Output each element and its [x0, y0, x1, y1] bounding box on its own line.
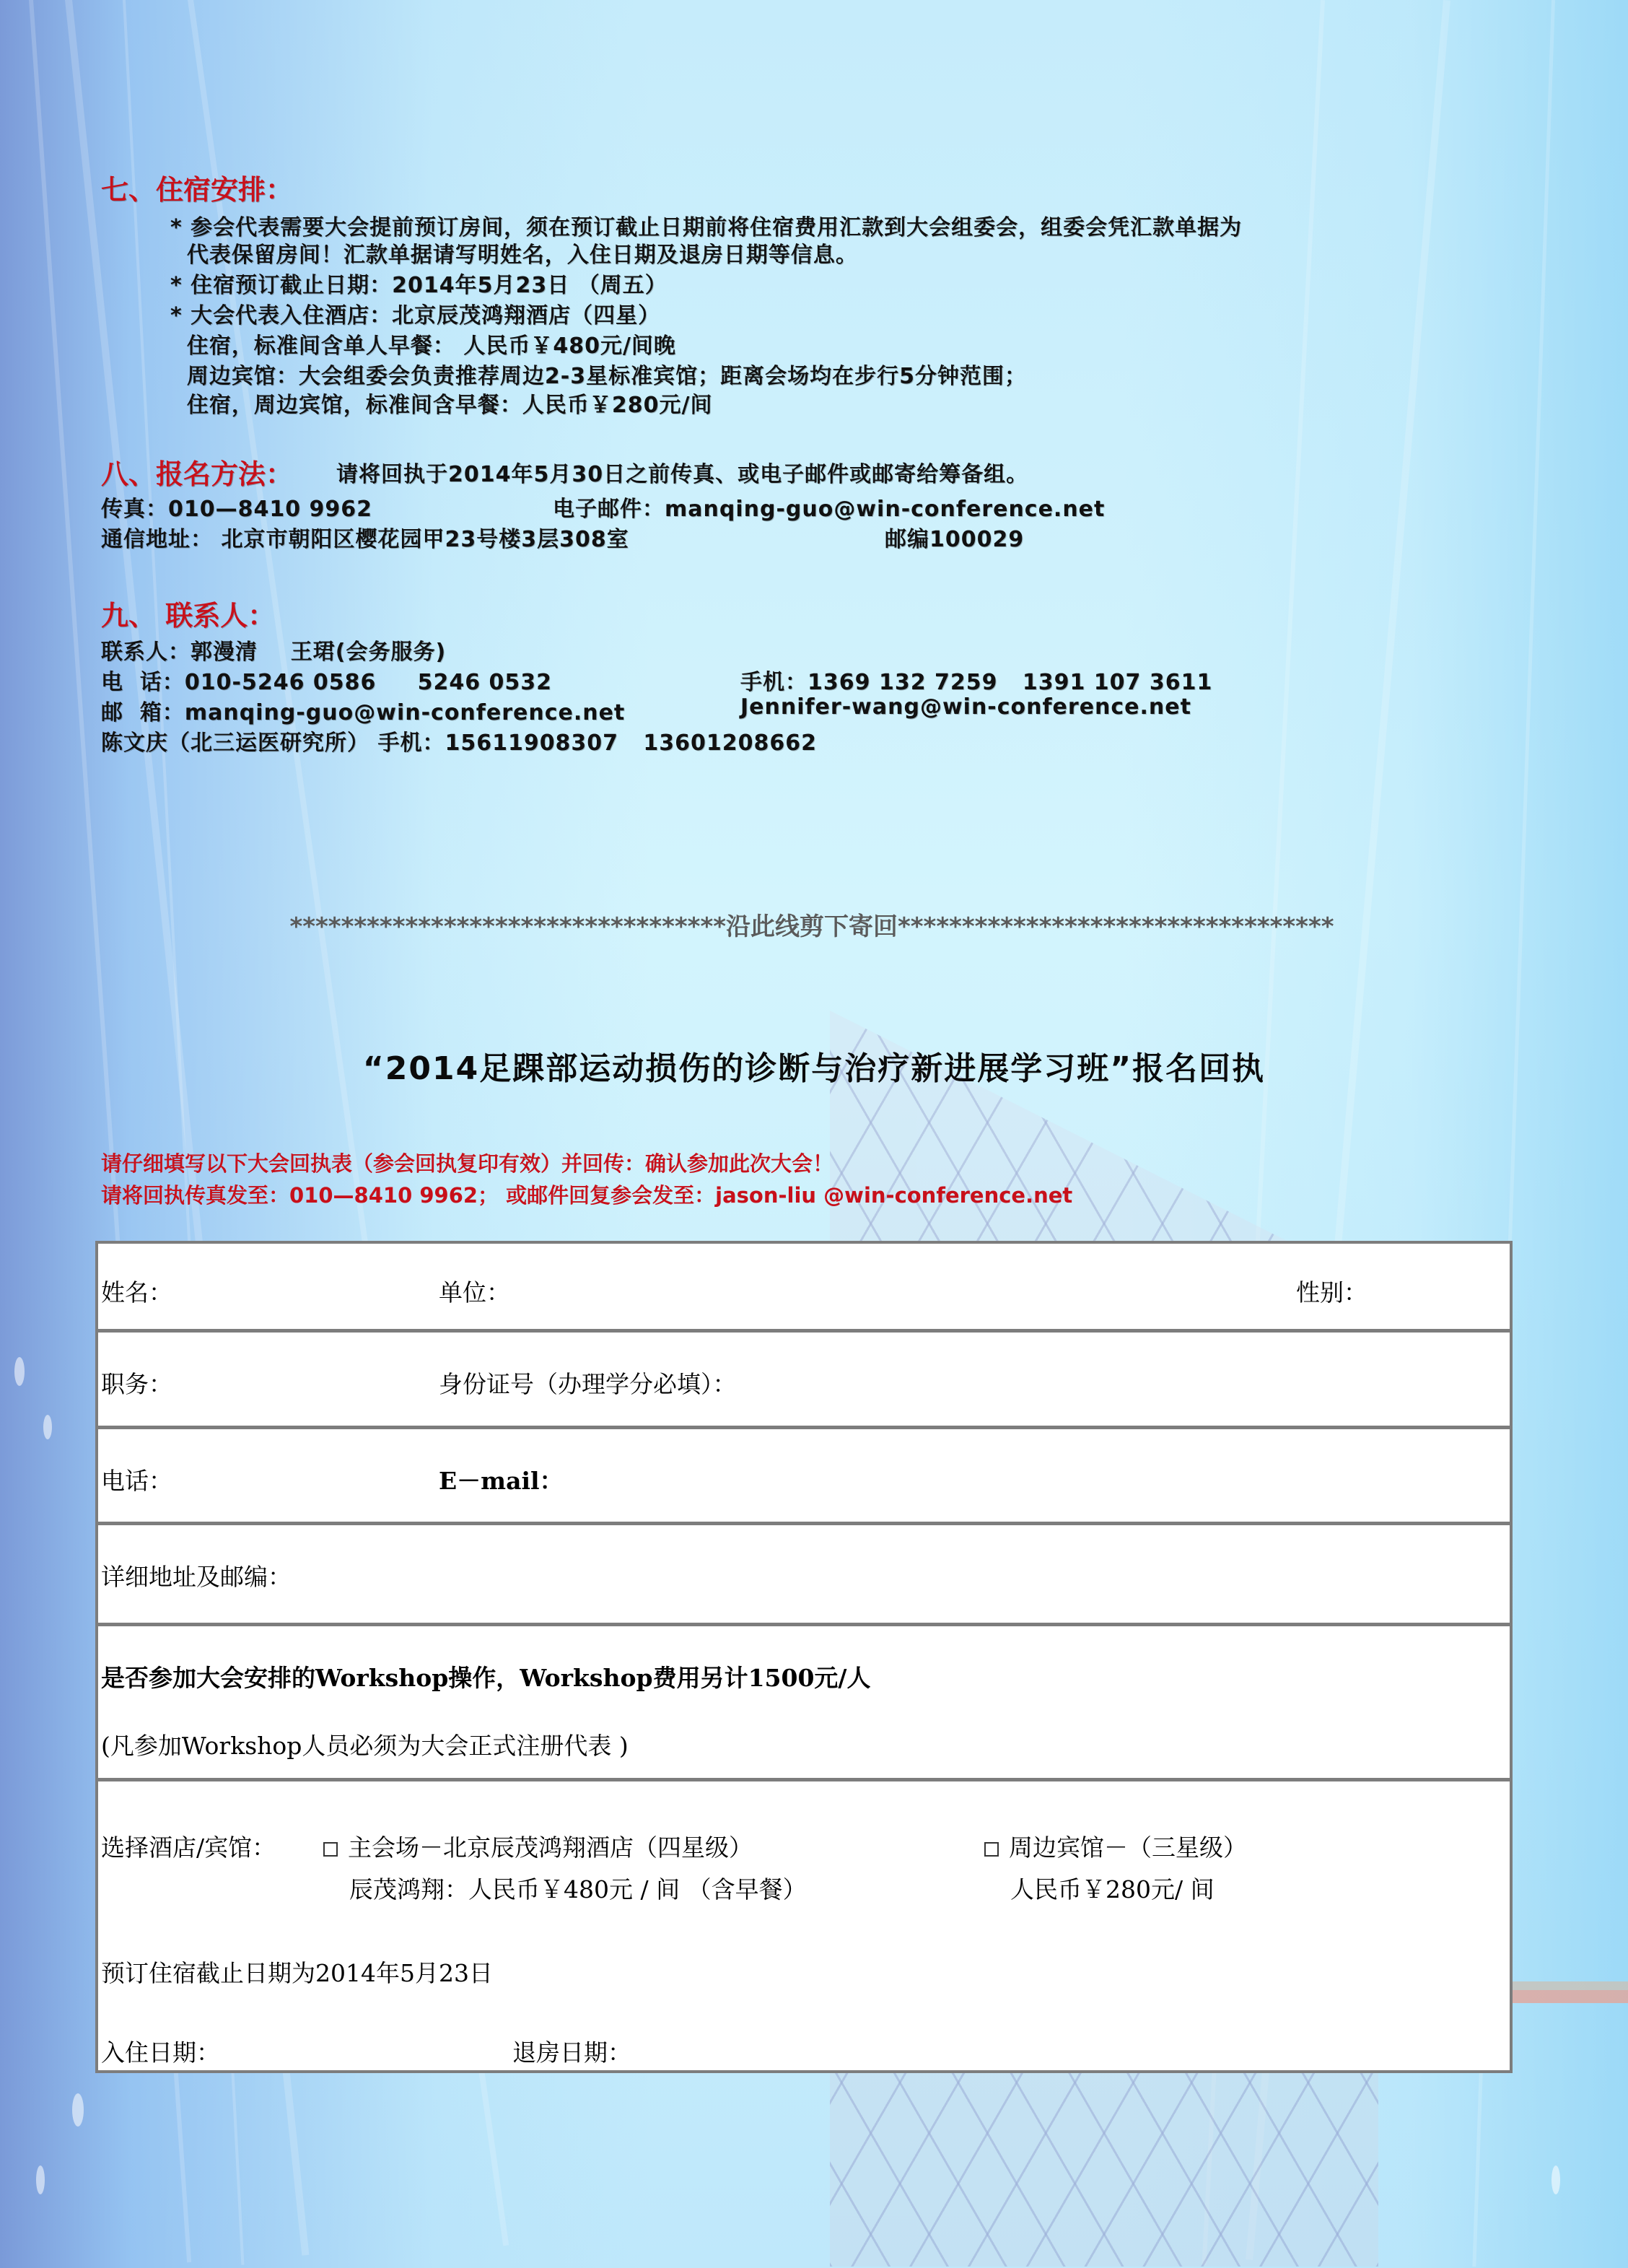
workshop-question[interactable]: 是否参加大会安排的Workshop操作，Workshop费用另计1500元/人: [101, 1664, 871, 1692]
form-row-address: [98, 1525, 1510, 1626]
checkbox-nearby-hotel[interactable]: [984, 1842, 999, 1857]
workshop-note: (凡参加Workshop人员必须为大会正式注册代表 ): [101, 1732, 629, 1760]
postcode: 邮编100029: [885, 527, 1025, 552]
background-bubble: [1552, 2165, 1560, 2194]
hotel-option-nearby[interactable]: [984, 1829, 1247, 1863]
email-field[interactable]: E－mail：: [439, 1467, 564, 1495]
contact-mobile: 手机：1369 132 7259 1391 107 3611: [740, 670, 1213, 695]
section8-intro: 请将回执于2014年5月30日之前传真、或电子邮件或邮寄给筹备组。: [336, 462, 1029, 487]
contact-email-1[interactable]: 邮 箱：manqing-guo@win-conference.net: [101, 700, 626, 725]
background-bubble: [43, 1415, 52, 1439]
phone-field[interactable]: 电话：: [101, 1467, 172, 1495]
form-row-name: [98, 1244, 1510, 1333]
section7-line: 代表保留房间！汇款单据请写明姓名，入住日期及退房日期等信息。: [170, 243, 858, 268]
form-title: “2014足踝部运动损伤的诊断与治疗新进展学习班”报名回执: [362, 1050, 1266, 1087]
background-bubble: [14, 1357, 25, 1386]
form-row-workshop: [98, 1626, 1510, 1781]
id-number-field[interactable]: 身份证号（办理学分必填）：: [439, 1370, 737, 1398]
cut-line: **********************************沿此线剪下寄回**********************************: [289, 912, 1334, 941]
checkout-date-field[interactable]: 退房日期：: [512, 2038, 631, 2067]
form-note-1: 请仔细填写以下大会回执表（参会回执复印有效）并回传：确认参加此次大会！: [101, 1151, 834, 1176]
section7-line: 周边宾馆：大会组委会负责推荐周边2-3星标准宾馆；距离会场均在步行5分钟范围；: [170, 364, 1027, 389]
form-row-hotel: [98, 1781, 1510, 2070]
section9-heading: 九、 联系人：: [101, 600, 276, 632]
section7-line: 住宿，标准间含单人早餐： 人民币￥480元/间晚: [170, 333, 676, 359]
checkbox-main-hotel[interactable]: [323, 1842, 338, 1857]
name-field[interactable]: 姓名：: [101, 1278, 172, 1307]
checkin-date-field[interactable]: 入住日期：: [101, 2038, 220, 2067]
hotel-option-nearby-price: 人民币￥280元/ 间: [1010, 1875, 1215, 1903]
hotel-label: 选择酒店/宾馆：: [101, 1833, 276, 1862]
contact-other: 陈文庆（北三运医研究所） 手机：15611908307 13601208662: [101, 730, 818, 756]
registration-form: [95, 1241, 1513, 2073]
mailing-address: 通信地址： 北京市朝阳区樱花园甲23号楼3层308室: [101, 527, 629, 552]
form-row-contact: [98, 1429, 1510, 1525]
unit-field[interactable]: 单位：: [439, 1278, 510, 1307]
address-field[interactable]: 详细地址及邮编：: [101, 1563, 292, 1591]
section8-heading: 八、报名方法：: [101, 458, 294, 490]
position-field[interactable]: 职务：: [101, 1370, 172, 1398]
building-strip-image: [1513, 1981, 1628, 2003]
contact-phone: 电 话：010-5246 0586 5246 0532: [101, 670, 553, 695]
background-bubble: [36, 2165, 45, 2194]
section7-heading: 七、住宿安排：: [101, 174, 294, 206]
hotel-option-main-label: 主会场－北京辰茂鸿翔酒店（四星级）: [348, 1833, 753, 1862]
section7-line: * 大会代表入住酒店：北京辰茂鸿翔酒店（四星）: [170, 303, 661, 328]
contact-names: 联系人：郭漫清 王珺(会务服务): [101, 640, 447, 665]
background-bubble: [72, 2093, 84, 2127]
section7-line: 住宿，周边宾馆，标准间含早餐：人民币￥280元/间: [170, 393, 713, 418]
hotel-option-main-price: 辰茂鸿翔：人民币￥480元 / 间 （含早餐）: [349, 1875, 807, 1903]
hotel-option-nearby-label: 周边宾馆－（三星级）: [1009, 1833, 1247, 1862]
registration-email[interactable]: 电子邮件：manqing-guo@win-conference.net: [553, 497, 1106, 522]
section7-line: * 住宿预订截止日期：2014年5月23日 （周五）: [170, 273, 668, 298]
gender-field[interactable]: 性别：: [1296, 1278, 1367, 1307]
hotel-option-main[interactable]: [323, 1829, 753, 1863]
fax-number: 传真：010—8410 9962: [101, 497, 373, 522]
form-row-position: [98, 1333, 1510, 1429]
booking-deadline: 预订住宿截止日期为2014年5月23日: [101, 1959, 493, 1987]
contact-email-2[interactable]: Jennifer-wang@win-conference.net: [740, 694, 1191, 720]
section7-line: * 参会代表需要大会提前预订房间，须在预订截止日期前将住宿费用汇款到大会组委会，组委会凭汇款单据为: [170, 215, 1243, 240]
form-note-2: 请将回执传真发至：010—8410 9962； 或邮件回复参会发至：jason-liu @win-conference.net: [101, 1183, 1073, 1208]
